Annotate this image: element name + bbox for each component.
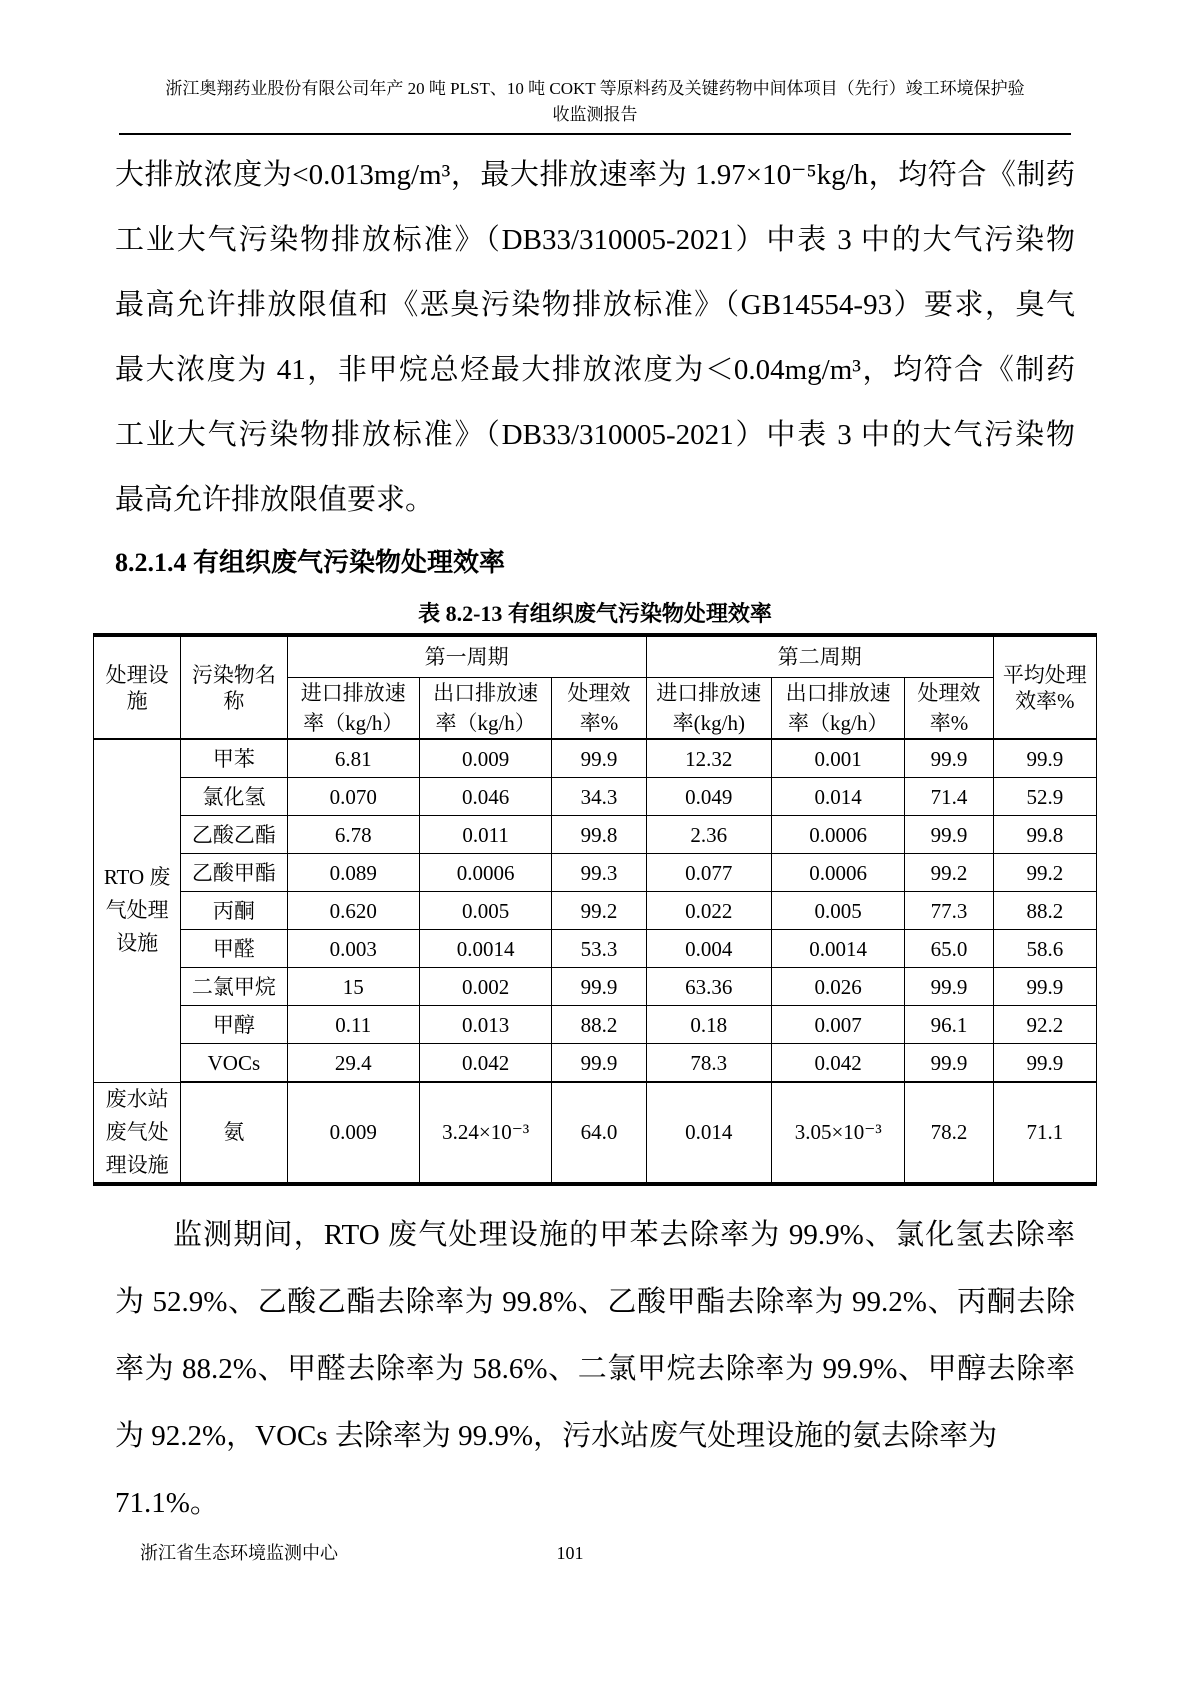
value-cell: 0.046 [419,778,551,816]
value-cell: 3.05×10⁻³ [771,1082,904,1184]
table-row [94,739,1097,778]
value-cell: 0.004 [646,930,771,968]
pollutant-cell: 甲醛 [181,930,287,968]
table-row [94,778,1097,816]
value-cell: 0.089 [287,854,419,892]
header-average-efficiency: 平均处理效率% [993,635,1096,739]
header-title-line1: 浙江奥翔药业股份有限公司年产 20 吨 PLST、10 吨 COKT 等原料药及关键药物中间体项目（先行）竣工环境保护验 [165,79,1025,98]
pollutant-cell: VOCs [181,1044,287,1083]
value-cell: 0.005 [771,892,904,930]
paragraph-summary [115,1202,1075,1537]
value-cell: 71.1 [993,1082,1096,1184]
table-row [94,816,1097,854]
value-cell: 77.3 [905,892,993,930]
value-cell: 0.003 [287,930,419,968]
value-cell: 0.001 [771,739,904,778]
value-cell: 99.9 [905,816,993,854]
value-cell: 0.049 [646,778,771,816]
value-cell: 99.9 [905,1044,993,1083]
value-cell: 99.9 [993,739,1096,778]
header-p1-outlet-rate: 出口排放速率（kg/h） [419,678,551,740]
value-cell: 99.9 [552,739,646,778]
paragraph-line: 工业大气污染物排放标准》（DB33/310005-2021）中表 3 中的大气污染物 [115,419,1075,451]
paragraph-line: 为 52.9%、乙酸乙酯去除率为 99.8%、乙酸甲酯去除率为 99.2%、丙酮去除 [115,1285,1075,1318]
paragraph-line: 大排放浓度为<0.013mg/m³，最大排放速率为 1.97×10⁻⁵kg/h，均符合《制药 [115,159,1075,191]
value-cell: 0.022 [646,892,771,930]
value-cell: 0.009 [419,739,551,778]
pollutant-cell: 二氯甲烷 [181,968,287,1006]
value-cell: 99.3 [552,854,646,892]
value-cell: 0.070 [287,778,419,816]
value-cell: 96.1 [905,1006,993,1044]
header-period2: 第二周期 [646,635,993,678]
table-row [94,1082,1097,1184]
value-cell: 0.011 [419,816,551,854]
value-cell: 0.11 [287,1006,419,1044]
value-cell: 34.3 [552,778,646,816]
header-p1-inlet-rate: 进口排放速率（kg/h） [287,678,419,740]
value-cell: 6.81 [287,739,419,778]
value-cell: 0.042 [771,1044,904,1083]
value-cell: 0.042 [419,1044,551,1083]
header-p2-efficiency: 处理效率% [905,678,993,740]
value-cell: 71.4 [905,778,993,816]
value-cell: 0.002 [419,968,551,1006]
value-cell: 0.014 [771,778,904,816]
page-header [119,0,1071,135]
pollutant-cell: 甲醇 [181,1006,287,1044]
table-row [94,930,1097,968]
footer-organization: 浙江省生态环境监测中心 [140,1543,338,1563]
value-cell: 0.007 [771,1006,904,1044]
header-pollutant: 污染物名称 [181,635,287,739]
value-cell: 99.2 [905,854,993,892]
table-row [94,1006,1097,1044]
value-cell: 15 [287,968,419,1006]
facility-cell-wastewater: 废水站废气处理设施 [94,1082,181,1184]
pollutant-cell: 乙酸甲酯 [181,854,287,892]
header-title-line2: 收监测报告 [552,105,638,124]
paragraph-line: 率为 88.2%、甲醛去除率为 58.6%、二氯甲烷去除率为 99.9%、甲醇去除率 [115,1352,1075,1385]
value-cell: 0.009 [287,1082,419,1184]
paragraph-line: 工业大气污染物排放标准》（DB33/310005-2021）中表 3 中的大气污染物 [115,224,1075,256]
pollutant-cell: 甲苯 [181,739,287,778]
value-cell: 0.0006 [771,816,904,854]
value-cell: 58.6 [993,930,1096,968]
value-cell: 0.026 [771,968,904,1006]
header-p2-outlet-rate: 出口排放速率（kg/h） [771,678,904,740]
value-cell: 99.9 [905,968,993,1006]
value-cell: 65.0 [905,930,993,968]
value-cell: 0.18 [646,1006,771,1044]
value-cell: 99.9 [905,739,993,778]
value-cell: 99.8 [993,816,1096,854]
value-cell: 0.005 [419,892,551,930]
header-period1: 第一周期 [287,635,646,678]
value-cell: 99.9 [993,1044,1096,1083]
paragraph-line: 最大浓度为 41，非甲烷总烃最大排放浓度为＜0.04mg/m³，均符合《制药 [115,354,1075,386]
table-row [94,1044,1097,1083]
value-cell: 0.0006 [419,854,551,892]
table-row [94,968,1097,1006]
value-cell: 63.36 [646,968,771,1006]
value-cell: 52.9 [993,778,1096,816]
pollutant-cell: 氨 [181,1082,287,1184]
paragraph-line: 监测期间，RTO 废气处理设施的甲苯去除率为 99.9%、氯化氢去除率 [173,1218,1075,1251]
value-cell: 0.077 [646,854,771,892]
value-cell: 29.4 [287,1044,419,1083]
paragraph-emissions [115,143,1075,533]
value-cell: 0.0014 [771,930,904,968]
value-cell: 78.3 [646,1044,771,1083]
value-cell: 0.013 [419,1006,551,1044]
value-cell: 99.9 [552,968,646,1006]
pollutant-cell: 丙酮 [181,892,287,930]
value-cell: 0.014 [646,1082,771,1184]
value-cell: 99.2 [993,854,1096,892]
table-row [94,854,1097,892]
treatment-efficiency-table [93,633,1097,1186]
value-cell: 0.620 [287,892,419,930]
value-cell: 64.0 [552,1082,646,1184]
facility-cell-rto: RTO 废气处理设施 [94,739,181,1082]
value-cell: 2.36 [646,816,771,854]
section-heading: 8.2.1.4 有组织废气污染物处理效率 [115,548,506,577]
value-cell: 3.24×10⁻³ [419,1082,551,1184]
header-p2-inlet-rate: 进口排放速率(kg/h) [646,678,771,740]
page-number: 101 [556,1543,584,1563]
value-cell: 0.0014 [419,930,551,968]
value-cell: 88.2 [552,1006,646,1044]
value-cell: 99.8 [552,816,646,854]
value-cell: 99.9 [993,968,1096,1006]
header-facility: 处理设施 [94,635,181,739]
table-row [94,892,1097,930]
value-cell: 6.78 [287,816,419,854]
value-cell: 12.32 [646,739,771,778]
pollutant-cell: 氯化氢 [181,778,287,816]
value-cell: 0.0006 [771,854,904,892]
value-cell: 92.2 [993,1006,1096,1044]
value-cell: 99.2 [552,892,646,930]
value-cell: 88.2 [993,892,1096,930]
paragraph-line: 为 92.2%，VOCs 去除率为 99.9%，污水站废气处理设施的氨去除率为 71.1%。 [115,1419,998,1519]
header-p1-efficiency: 处理效率% [552,678,646,740]
paragraph-line: 最高允许排放限值要求。 [115,484,435,516]
value-cell: 99.9 [552,1044,646,1083]
pollutant-cell: 乙酸乙酯 [181,816,287,854]
value-cell: 53.3 [552,930,646,968]
paragraph-line: 最高允许排放限值和《恶臭污染物排放标准》（GB14554-93）要求，臭气 [115,289,1075,321]
value-cell: 78.2 [905,1082,993,1184]
table-caption: 表 8.2-13 有组织废气污染物处理效率 [418,601,772,626]
